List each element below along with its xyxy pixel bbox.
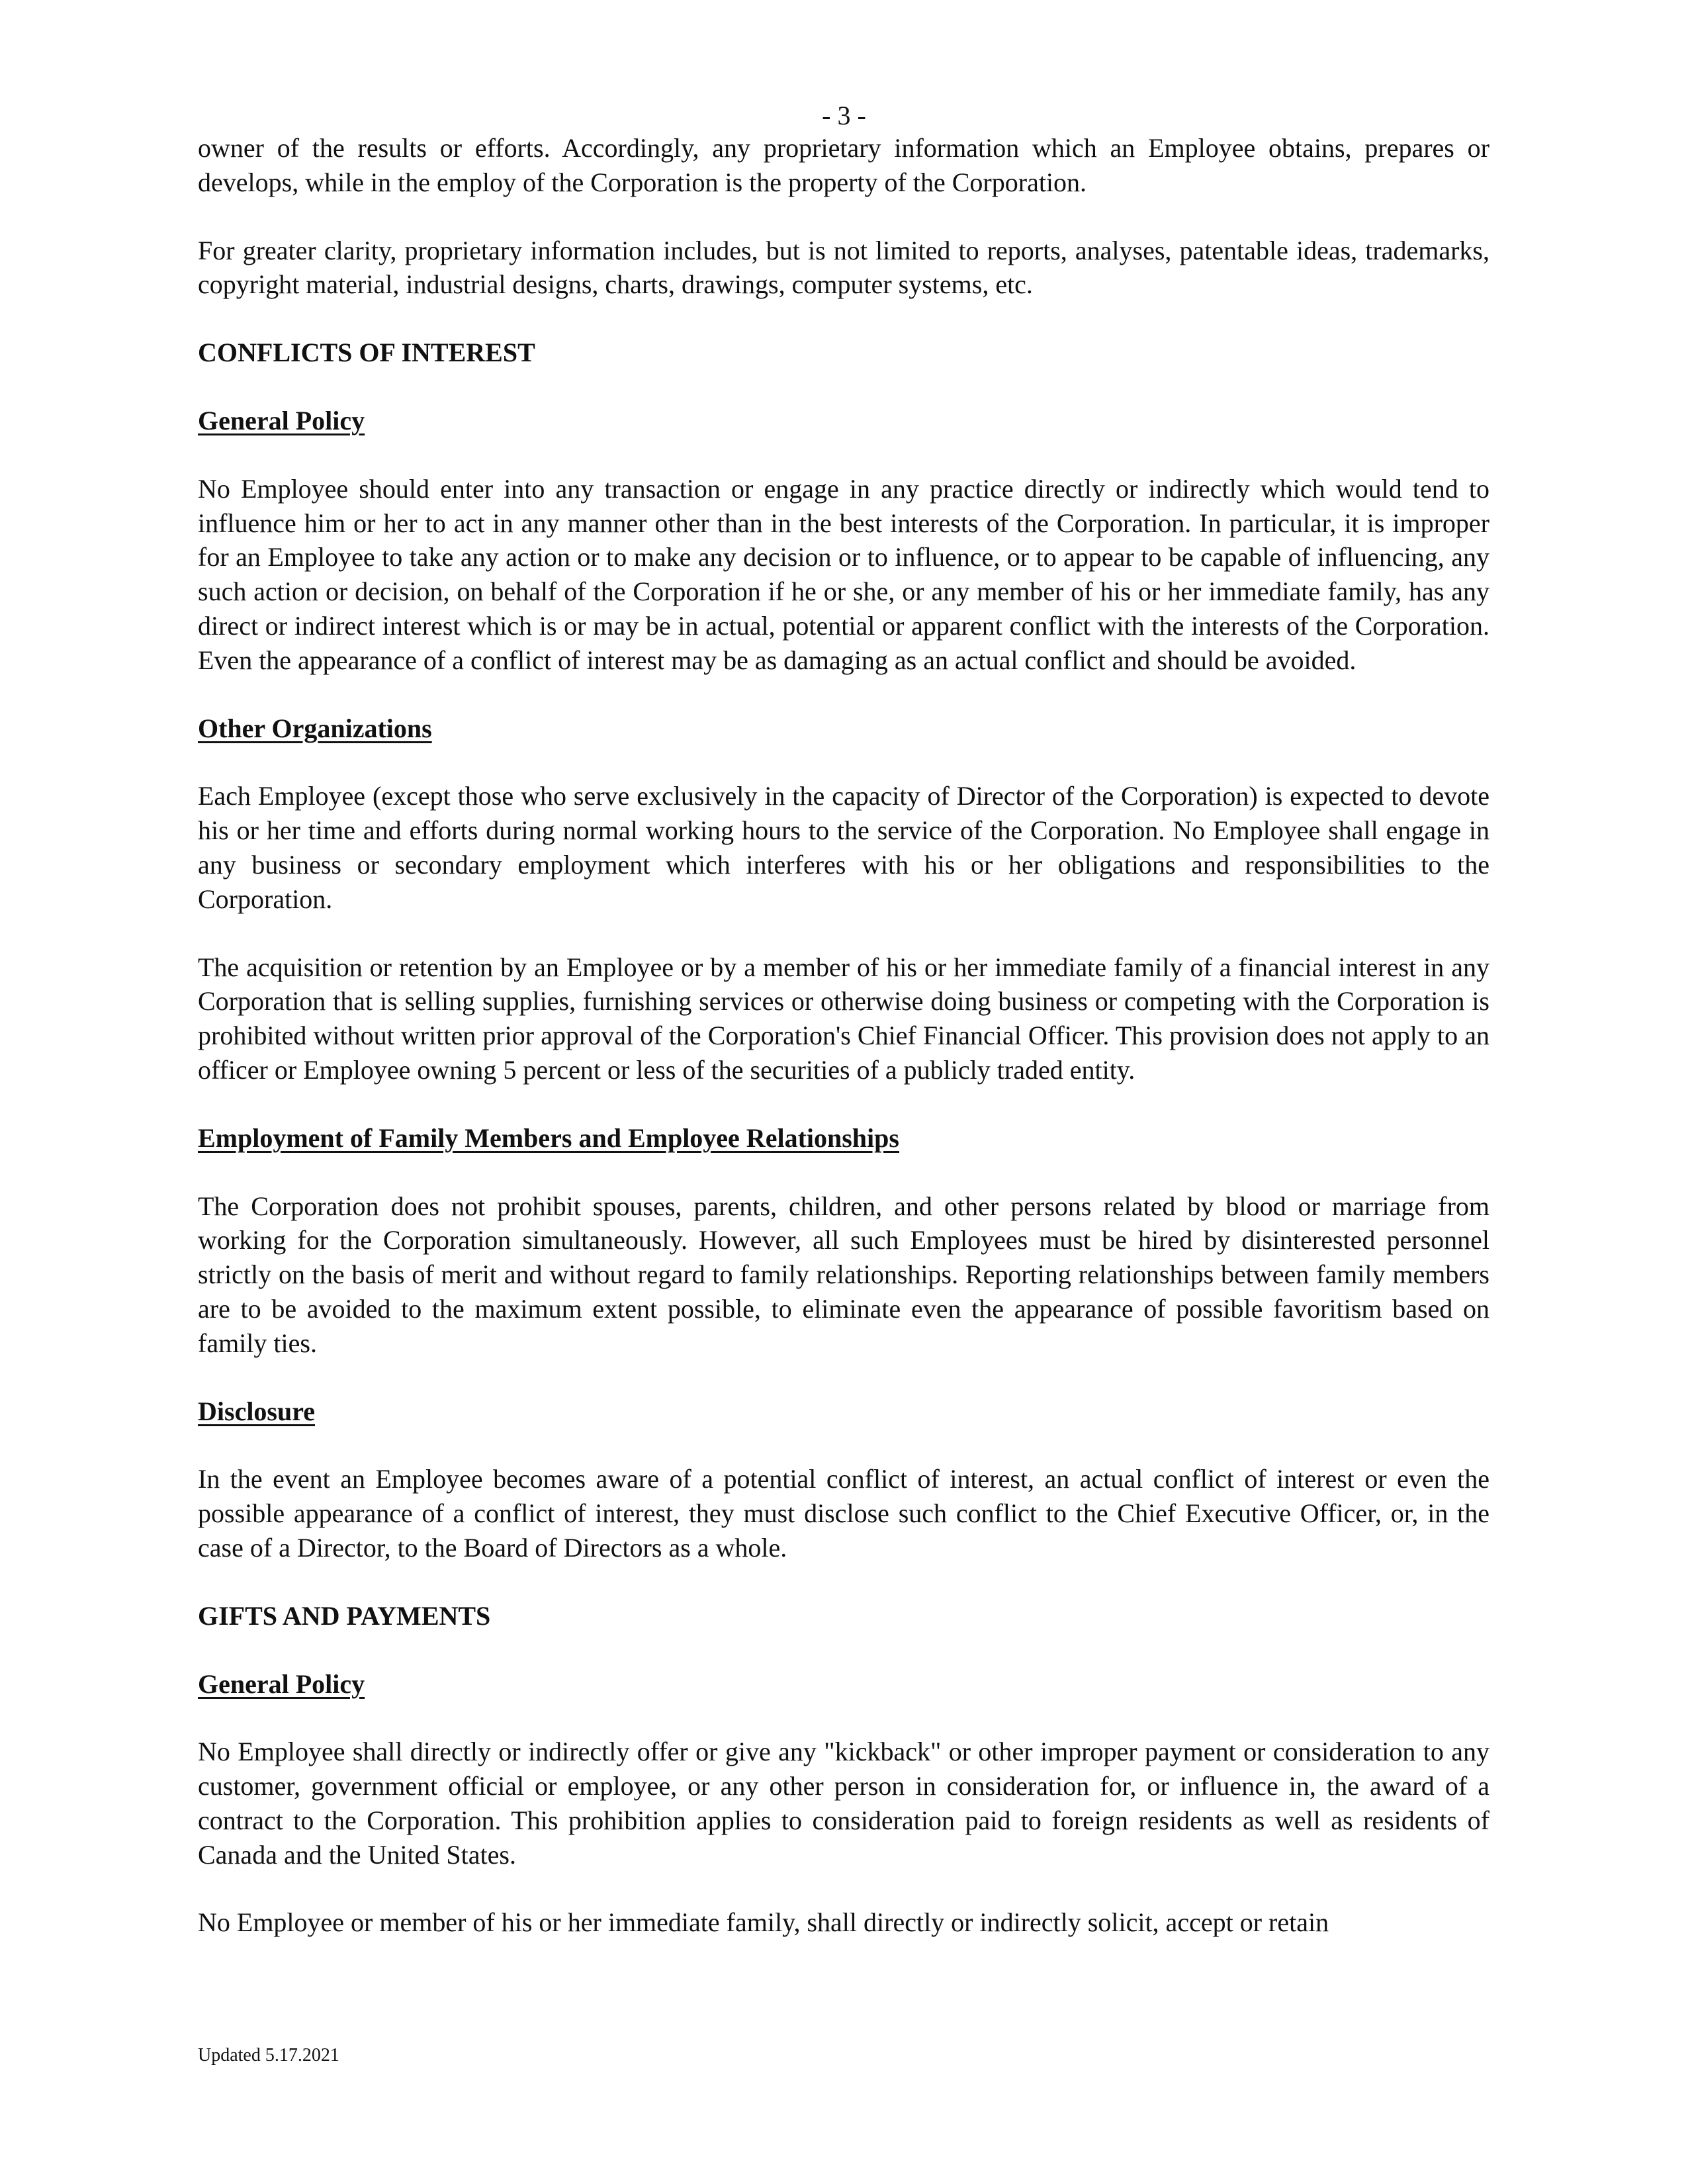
section-heading-gifts: GIFTS AND PAYMENTS xyxy=(198,1600,491,1631)
subheading-general-policy-gifts: General Policy xyxy=(198,1668,365,1699)
section-heading-conflicts: CONFLICTS OF INTEREST xyxy=(198,338,535,368)
general-policy-gifts-paragraph-1: No Employee shall directly or indirectly offer or give any "kickback" or other improper payment or consideration to any customer, government official or employee, or any other person in consideration for, or influence in, the award of a contract to the Corporation. This prohibition applies to consideration paid to foreign residents as well as residents of Canada and the United States. xyxy=(198,1737,1489,1870)
other-organizations-paragraph-2: The acquisition or retention by an Employee or by a member of his or her immediate family of a financial interest in any Corporation that is selling supplies, furnishing services or otherwise doing business or competing with the Corporation is prohibited without written prior approval of the Corporation's Chief Financial Officer. This provision does not apply to an officer or Employee owning 5 percent or less of the securities of a publicly traded entity. xyxy=(198,952,1489,1085)
intro-paragraph-2: For greater clarity, proprietary information includes, but is not limited to reports, analyses, patentable ideas, trademarks, copyright material, industrial designs, charts, drawings, computer systems, etc. xyxy=(198,235,1489,300)
subheading-general-policy-conflicts: General Policy xyxy=(198,405,365,435)
footer-updated-date: Updated 5.17.2021 xyxy=(198,2045,339,2066)
intro-paragraph-1: owner of the results or efforts. Accordingly, any proprietary information which an Employee obtains, prepares or develops, while in the employ of the Corporation is the property of the Corporation. xyxy=(198,133,1489,197)
subheading-other-organizations: Other Organizations xyxy=(198,713,432,743)
other-organizations-paragraph-1: Each Employee (except those who serve exclusively in the capacity of Director of the Corporation) is expected to devote his or her time and efforts during normal working hours to the service of the Corporation. No Employee shall engage in any business or secondary employment which interferes with his or her obligations and responsibilities to the Corporation. xyxy=(198,781,1489,914)
disclosure-paragraph: In the event an Employee becomes aware of a potential conflict of interest, an actual conflict of interest or even the possible appearance of a conflict of interest, they must disclose such conflict to the Chief Executive Officer, or, in the case of a Director, to the Board of Directors as a whole. xyxy=(198,1464,1489,1563)
subheading-disclosure: Disclosure xyxy=(198,1396,316,1426)
subheading-employment-family: Employment of Family Members and Employee Relationships xyxy=(198,1122,899,1153)
general-policy-conflicts-paragraph: No Employee should enter into any transaction or engage in any practice directly or indirectly which would tend to influence him or her to act in any manner other than in the best interests of the Corporation. In particular, it is improper for an Employee to take any action or to make any decision or to influence, or to appear to be capable of influencing, any such action or decision, on behalf of the Corporation if he or she, or any member of his or her immediate family, has any direct or indirect interest which is or may be in actual, potential or apparent conflict with the interests of the Corporation. Even the appearance of a conflict of interest may be as damaging as an actual conflict and should be avoided. xyxy=(198,473,1489,675)
page-number: - 3 - xyxy=(822,101,866,130)
document-body xyxy=(198,131,1489,1974)
general-policy-gifts-paragraph-2: No Employee or member of his or her immediate family, shall directly or indirectly solicit, accept or retain xyxy=(198,1907,1329,1938)
employment-family-paragraph: The Corporation does not prohibit spouses, parents, children, and other persons related by blood or marriage from working for the Corporation simultaneously. However, all such Employees must be hired by disinterested personnel strictly on the basis of merit and without regard to family relationships. Reporting relationships between family members are to be avoided to the maximum extent possible, to eliminate even the appearance of possible favoritism based on family ties. xyxy=(198,1191,1489,1358)
